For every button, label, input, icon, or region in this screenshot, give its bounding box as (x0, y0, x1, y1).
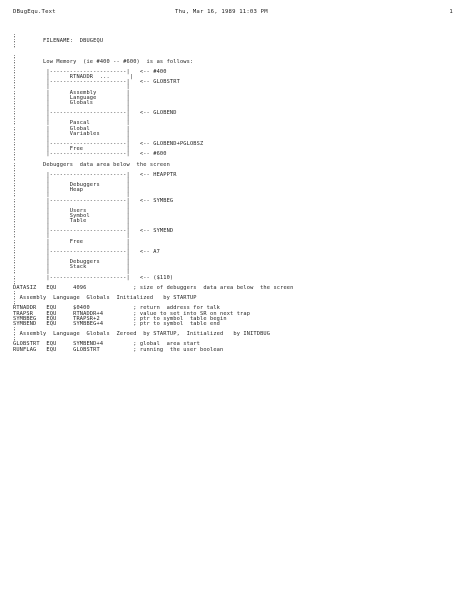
code-line: ; Low Memory (ie #400 -- #600) is as follows: (13, 58, 194, 65)
code-line: ; |-----------------------| <-- SYMEND (13, 228, 174, 235)
code-line: ; | Users | (13, 207, 130, 214)
code-line: RTNADDR EQU $0400 ; return address for talk (13, 305, 221, 312)
code-line: ; | | (13, 135, 130, 142)
code-line: ; |-----------------------| <-- GLOBSTRT (13, 79, 180, 86)
code-line: ; Assembly Language Globals Zeroed by STARTUP, Initialized by INITDBUG (13, 331, 271, 338)
code-line: ; | | (13, 223, 130, 230)
code-line: ; | | (13, 233, 130, 240)
code-line: ; (13, 53, 17, 60)
code-line: ; Assembly Language Globals Initialized by STARTUP (13, 295, 197, 302)
code-line: ; | Language | (13, 94, 130, 101)
code-line: ; |-----------------------| <-- HEAPPTR (13, 171, 177, 178)
code-line: ; |-----------------------| <-- A7 (13, 248, 160, 255)
code-line: ; (13, 156, 17, 163)
code-line: ; | | (13, 176, 130, 183)
code-line: ; (13, 300, 17, 307)
code-line: ; | Globals | (13, 99, 130, 106)
code-line: ; | Free | (13, 146, 130, 153)
code-line: DATASIZ EQU 4096 ; size of debuggers data area below the screen (13, 284, 294, 291)
code-line: ; | Pascal | (13, 120, 130, 127)
code-line: GLOBSTRT EQU SYMBEND+4 ; global area start (13, 341, 200, 348)
code-line: ; (13, 326, 17, 333)
code-line: ; (13, 43, 17, 50)
code-line: ; | Table | (13, 218, 130, 225)
code-line: ; | Assembly | (13, 89, 130, 96)
code-line: ; | Debuggers | (13, 182, 130, 189)
source-listing (13, 34, 457, 353)
code-line: ; | Free | (13, 238, 130, 245)
code-line: ; (13, 63, 17, 70)
code-line: ; (13, 33, 17, 39)
code-line: ; (13, 336, 17, 343)
code-line: ; FILENAME: DBUGEQU (13, 38, 104, 45)
code-line: ; | Stack | (13, 264, 130, 271)
code-line: ; | | (13, 202, 130, 209)
code-line: ; (13, 166, 17, 173)
code-line: ; | Heap | (13, 187, 130, 194)
code-line: ; | | (13, 269, 130, 276)
code-line: ; | | (13, 243, 130, 250)
code-line: ; | Global | (13, 125, 130, 132)
code-line: ; |-----------------------| <-- #600 (13, 151, 167, 158)
code-line: RUNFLAG EQU GLOBSTRT ; running the user boolean (13, 346, 224, 353)
page-header (0, 9, 465, 19)
code-line: ; | | (13, 104, 130, 111)
page-number: 1 (449, 9, 453, 15)
code-line: SYMBBEG EQU TRAPSR+2 ; ptr to symbol table begin (13, 315, 227, 322)
code-line: ; | | (13, 254, 130, 261)
code-line: ; | | (13, 192, 130, 199)
code-line: ; |-----------------------| <-- GLOBEND+PGLOBSZ (13, 140, 204, 147)
code-line: ; | Variables | (13, 130, 130, 137)
code-line: SYMBEND EQU SYMBBEG+4 ; ptr to symbol table end (13, 320, 221, 327)
code-line: ; (13, 290, 17, 297)
code-line: TRAPSR EQU RTNADDR+4 ; value to set into SR on next trap (13, 310, 251, 317)
print-datetime: Thu, Mar 16, 1989 11:03 PM (175, 9, 268, 15)
code-line: ; | Debuggers | (13, 259, 130, 266)
code-line: ; | Symbol | (13, 212, 130, 219)
code-line: ; Debuggers data area below the screen (13, 161, 170, 168)
code-line: ; | | (13, 84, 130, 91)
code-line: ; (13, 279, 17, 286)
code-line: ; |-----------------------| <-- SYMBEG (13, 197, 174, 204)
file-name: DBugEqu.Text (13, 9, 56, 15)
code-line: ; | | (13, 115, 130, 122)
code-line: ; |-----------------------| <-- ($110) (13, 274, 174, 281)
code-line: ; | RTNADDR ... | (13, 74, 134, 81)
code-line: ; |-----------------------| <-- #400 (13, 68, 167, 75)
code-line: ; |-----------------------| <-- GLOBEND (13, 110, 177, 117)
